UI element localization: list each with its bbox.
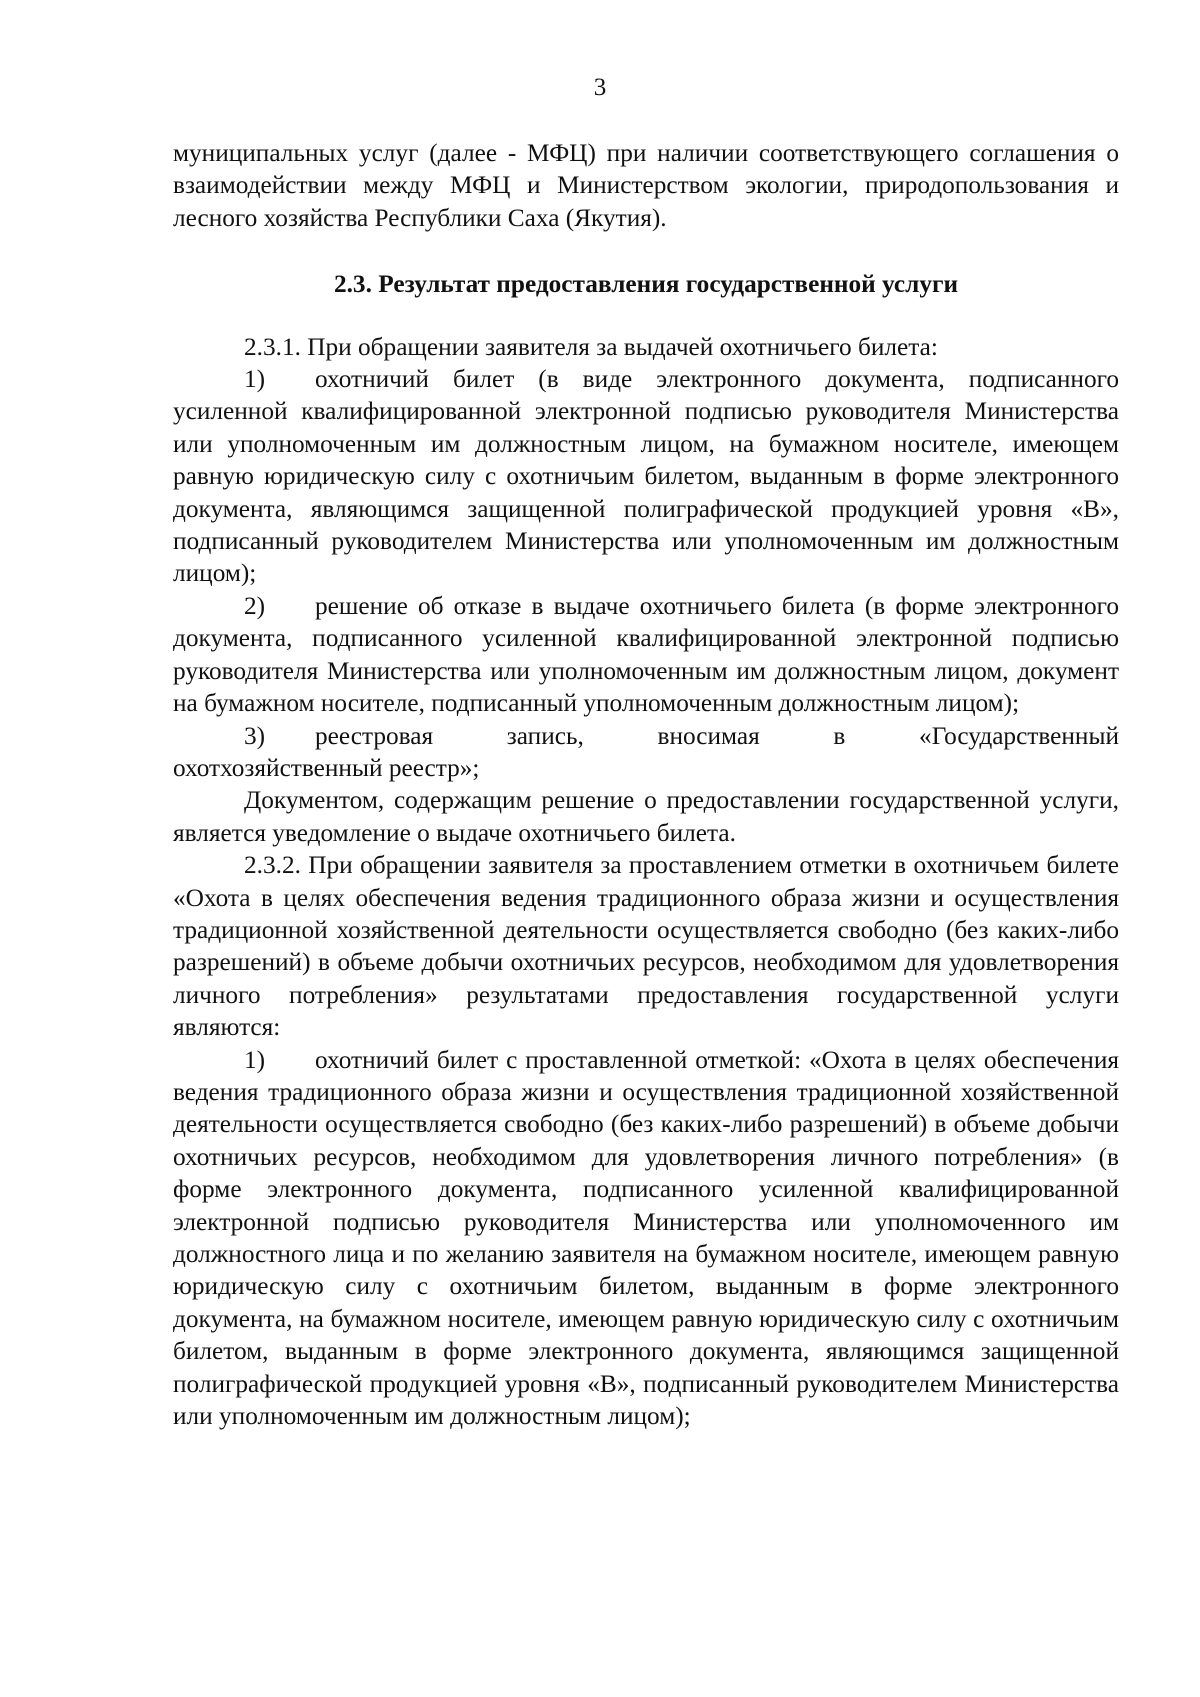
clause-2-3-2-item-1 xyxy=(173,1044,1119,1433)
item-text: решение об отказе в выдаче охотничьего билета (в форме электронного документа, подписанного усиленной квалифицированной электронной подписью руководителя Министерства или уполномоченным им должностным лицом, документ на бумажном носителе, подписанный уполномоченным должностным лицом); xyxy=(173,591,1119,718)
clause-2-3-1-item-3-continuation: охотхозяйственный реестр»; xyxy=(173,753,480,782)
clause-2-3-1-item-2 xyxy=(173,590,1119,720)
section-title: 2.3. Результат предоставления государственной услуги xyxy=(333,270,959,299)
clause-2-3-1-note: Документом, содержащим решение о предоставлении государственной услуги, является уведомление о выдаче охотничьего билета. xyxy=(173,786,1119,847)
document-body xyxy=(173,137,1119,1432)
clause-2-3-2-lead: 2.3.2. При обращении заявителя за проставлением отметки в охотничьем билете «Охота в целях обеспечения ведения традиционного образа жизни и осуществления традиционной хозяйственной деятельности осуществляется свободно (без каких-либо разрешений) в объеме добычи охотничьих ресурсов, необходимом для удовлетворения личного потребления» результатами предоставления государственной услуги являются: xyxy=(173,851,1119,1042)
clause-2-3-1-item-1 xyxy=(173,363,1119,590)
item-number: 2) xyxy=(244,591,266,620)
page-number: 3 xyxy=(593,74,607,101)
clause-2-3-1-lead: 2.3.1. При обращении заявителя за выдачей охотничьего билета: xyxy=(244,332,938,361)
item-number: 1) xyxy=(244,1045,266,1074)
item-text: охотничий билет (в виде электронного документа, подписанного усиленной квалифицированной электронной подписью руководителя Министерства или уполномоченным им должностным лицом, на бумажном носителе, имеющем равную юридическую силу с охотничьим билетом, выданным в форме электронного документа, являющимся защищенной полиграфической продукцией уровня «В», подписанный руководителем Министерства или уполномоченным им должностным лицом); xyxy=(173,365,1119,588)
item-text: охотничий билет с проставленной отметкой: «Охота в целях обеспечения ведения традиционного образа жизни и осуществления традиционной хозяйственной деятельности осуществляется свободно (без каких-либо разрешений) в объеме добычи охотничьих ресурсов, необходимом для удовлетворения личного потребления» (в форме электронного документа, подписанного усиленной квалифицированной электронной подписью руководителя Министерства или уполномоченного им должностного лица и по желанию заявителя на бумажном носителе, имеющем равную юридическую силу с охотничьим билетом, выданным в форме электронного документа, на бумажном носителе, имеющем равную юридическую силу с охотничьим билетом, выданным в форме электронного документа, являющимся защищенной полиграфической продукцией уровня «В», подписанный руководителем Министерства или уполномоченным им должностным лицом); xyxy=(173,1045,1119,1431)
item-number: 3) xyxy=(244,721,266,750)
clause-2-3-1-item-3 xyxy=(173,720,1119,752)
item-number: 1) xyxy=(244,365,266,394)
item-text: реестровая запись, вносимая в «Государственный xyxy=(315,721,1119,750)
intro-paragraph: муниципальных услуг (далее - МФЦ) при наличии соответствующего соглашения о взаимодействии между МФЦ и Министерством экологии, природопользования и лесного хозяйства Республики Саха (Якутия). xyxy=(173,139,1119,232)
